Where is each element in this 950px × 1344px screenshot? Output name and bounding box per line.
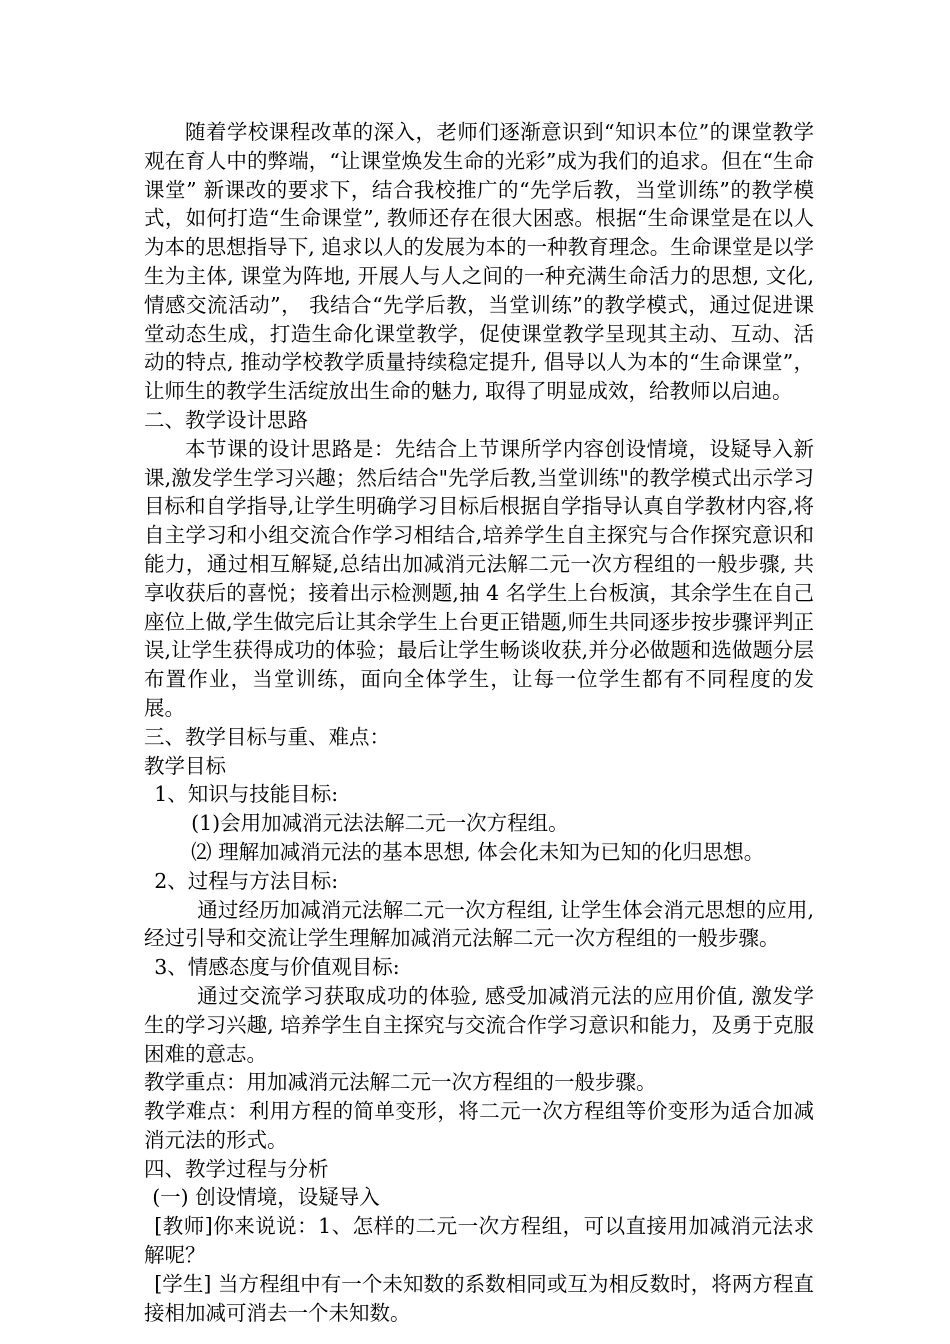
teacher-question: [教师]你来说说：1、怎样的二元一次方程组，可以直接用加减消元法求解呢？ (144, 1214, 814, 1268)
goal2-text: 通过经历加减消元法解二元一次方程组, 让学生体会消元思想的应用, 经过引导和交流让学生理解加减消元法解二元一次方程组的一般步骤。 (144, 897, 814, 951)
goals-label: 教学目标 (144, 753, 226, 778)
goal3-heading: 3、情感态度与价值观目标: (154, 955, 400, 980)
section-heading-process: 四、教学过程与分析 (144, 1156, 329, 1181)
difficulty: 教学难点：利用方程的简单变形，将二元一次方程组等价变形为适合加减消元法的形式。 (144, 1099, 814, 1152)
goal3-text: 通过交流学习获取成功的体验, 感受加减消元法的应用价值, 激发学生的学习兴趣, 培养学生自主探究与交流合作学习意识和能力，及勇于克服困难的意志。 (144, 983, 814, 1066)
section-heading-design: 二、教学设计思路 (144, 407, 308, 432)
key-point: 教学重点：用加减消元法解二元一次方程组的一般步骤。 (144, 1070, 657, 1095)
subsection-heading-intro: (一) 创设情境，设疑导入 (152, 1185, 380, 1210)
goal1-item2: ⑵ 理解加减消元法的基本思想, 体会化未知为已知的化归思想。 (191, 839, 765, 864)
goal1-heading: 1、知识与技能目标: (154, 782, 339, 807)
goal1-item1: (1)会用加减消元法法解二元一次方程组。 (191, 811, 569, 836)
intro-paragraph: 随着学校课程改革的深入，老师们逐渐意识到“知识本位”的课堂教学观在育人中的弊端，“让课堂焕发生命的光彩”成为我们的追求。但在“生命课堂” 新课改的要求下，结合我校推广的“先学后教，当堂训练”的教学模式，如何打造“生命课堂”, 教师还存在很大困惑。根据“生命课堂是在以人为本的思想指导下, 追求以人的发展为本的一种教育理念。生命课堂是以学生为主体, 课堂为阵地, 开展人与人之间的一种充满生命活力的思想, 文化, 情感交流活动”， 我结合“先学后教，当堂训练”的教学模式，通过促进课堂动态生成，打造生命化课堂教学，促使课堂教学呈现其主动、互动、活动的特点, 推动学校教学质量持续稳定提升, 倡导以人为本的“生命课堂”， 让师生的教学生活绽放出生命的魅力, 取得了明显成效，给教师以启迪。 (144, 120, 814, 404)
goal2-heading: 2、过程与方法目标: (154, 868, 339, 893)
student-answer: [学生] 当方程组中有一个未知数的系数相同或互为相反数时，将两方程直接相加减可消去一个未知数。 (144, 1271, 814, 1325)
design-paragraph: 本节课的设计思路是：先结合上节课所学内容创设情境，设疑导入新课,激发学生学习兴趣；然后结合"先学后教,当堂训练"的教学模式出示学习目标和自学指导,让学生明确学习目标后根据自学指导认真自学教材内容,将自主学习和小组交流合作学习相结合,培养学生自主探究与合作探究意识和能力，通过相互解疑,总结出加减消元法解二元一次方程组的一般步骤, 共享收获后的喜悦；接着出示检测题,抽 4 名学生上台板演，其余学生在自己座位上做,学生做完后让其余学生上台更正错题,师生共同逐步按步骤评判正误,让学生获得成功的体验；最后让学生畅谈收获,并分必做题和选做题分层布置作业，当堂训练，面向全体学生，让每一位学生都有不同程度的发展。 (144, 436, 814, 720)
document-page (144, 118, 814, 1327)
section-heading-goals: 三、教学目标与重、难点： (144, 724, 390, 749)
